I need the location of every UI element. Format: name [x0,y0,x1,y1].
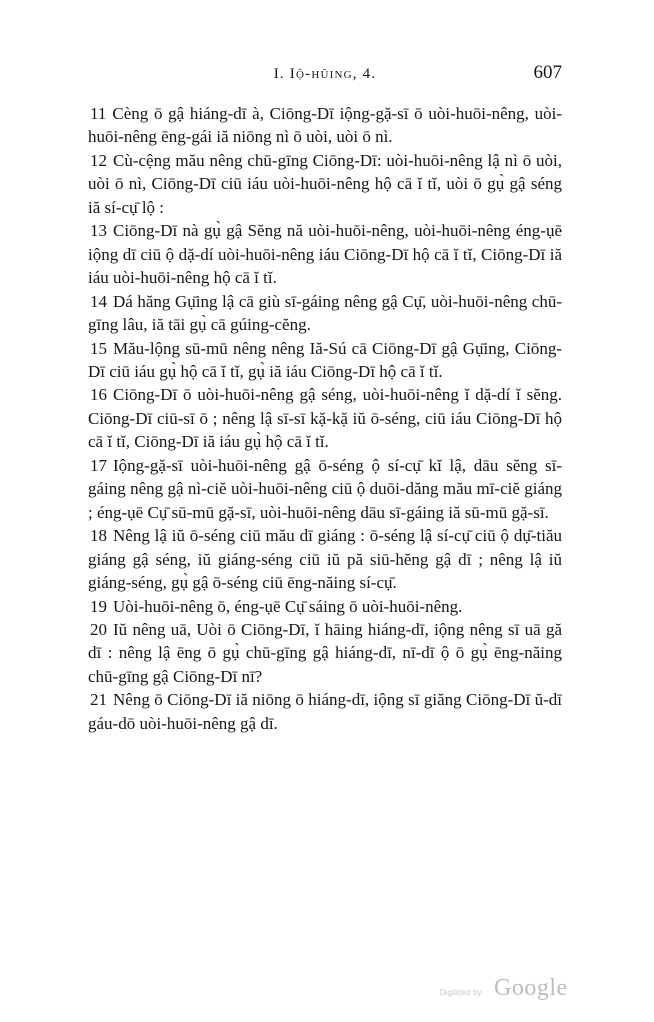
verse-text: Nêng ō Ciōng-Dī iă niōng ō hiáng-dī, iộng sī giăng Ciōng-Dī ŭ-dī gáu-dō uòi-huōi-nêng gậ dī. [88,690,562,733]
verse-number: 17 [90,455,107,475]
verse-number: 18 [90,526,107,546]
verse-12 [88,149,562,219]
verse-number: 12 [90,150,107,170]
digitized-watermark [430,975,580,1005]
page-number: 607 [533,62,562,83]
running-title: I. Iộ-hŭing, 4. [273,66,377,82]
verse-21 [88,688,562,735]
verse-text: Nêng lậ iŭ ō-séng ciū mău dī giáng : ō-séng lậ sí-cụ̄ ciū ộ dụ̄-tiău giáng gậ séng, iŭ giáng-séng ciū iŭ pă siū-hĕng gậ dī ; nêng lậ iŭ giáng-séng, gụ̀ gậ ō-séng ciū ēng-năing sí-cụ̄. [88,526,562,593]
verse-text: Ciōng-Dī nà gụ̀ gậ Sĕng nă uòi-huōi-nêng, uòi-huōi-nêng éng-ụē iộng dī ciū ộ dặ-dí uòi-huōi-nêng iáu Ciōng-Dī hộ cā ĭ tĭ, Ciōng-Dī iă iáu uòi-huōi-nêng hộ cā ĭ tĭ. [88,221,562,288]
verse-text: Cù-cệng mău nêng chū-gīng Ciōng-Dī: uòi-huōi-nêng lậ nì ō uòi, uòi ō nì, Ciōng-Dī ciū iáu uòi-huōi-nêng hộ cā ĭ tĭ, uòi ō gụ̀ gậ séng iă sí-cụ̄ lộ : [88,150,562,217]
verse-17 [88,454,562,524]
verse-number: 19 [90,596,107,616]
running-head [88,60,562,90]
verse-16 [88,383,562,453]
verse-number: 16 [90,385,107,405]
verse-13 [88,219,562,289]
digitized-by-text: Digitized by [440,988,482,997]
verse-number: 11 [90,104,107,123]
google-wordmark: Google [494,975,568,1001]
verse-number: 21 [90,690,107,710]
verse-number: 14 [90,291,107,311]
verse-11 [88,102,562,149]
verse-20 [88,618,562,688]
verse-18 [88,524,562,594]
verse-text: Iộng-gặ-sī uòi-huōi-nêng gậ ō-séng ộ sí-cụ̄ kĭ lậ, dāu sĕng sī-gáing nêng gậ nì-ciĕ uòi-huōi-nêng ciū ộ duōi-dăng mău mī-ciĕ giáng ; éng-ụē Cụ̄ sū-mū gặ-sī, uòi-huōi-nêng dāu sī-gáing iă sū-mū gặ-sī. [88,455,562,522]
verse-14 [88,290,562,337]
verse-number: 15 [90,338,107,358]
verse-number: 20 [90,619,107,639]
verse-15 [88,337,562,384]
verse-text: Mău-lộng sū-mū nêng nêng Iă-Sú cā Ciōng-Dī gậ Gụ̄ing, Ciōng-Dī ciū iáu gụ̀ hộ cā ĭ tĭ, gụ̀ iă iáu Ciōng-Dī hộ cā ĭ tĭ. [88,338,562,381]
verse-text: Iŭ nêng uā, Uòi ō Ciōng-Dī, ĭ hāing hiáng-dī, iộng nêng sī uā gă dī : nêng lậ ēng ō gụ̀ chū-gīng gậ hiáng-dī, nī-dī ộ ō gụ̀ ēng-năing chū-gīng gậ Ciōng-Dī nī? [88,619,562,686]
body-text [88,102,562,735]
verse-text: Uòi-huōi-nêng ō, éng-ụē Cụ̄ sáing ō uòi-huōi-nêng. [113,596,463,616]
verse-19 [88,595,562,618]
verse-text: Dá hăng Gụ̄ing lậ cā giù sī-gáing nêng gậ Cụ̄, uòi-huōi-nêng chū-gīng lâu, iă tāi gụ̀ cā gúing-cĕng. [88,291,562,335]
verse-text: Ciōng-Dī ō uòi-huōi-nêng gậ séng, uòi-huōi-nêng ĭ dặ-dí ĭ sĕng. Ciōng-Dī ciū-sī ō ; nêng lậ sī-sī kặ-kặ iŭ ō-séng, ciū iáu Ciōng-Dī hộ cā ĭ tĭ, Ciōng-Dī iă iáu gụ̀ hộ cā ĭ tĭ. [88,385,562,452]
verse-text: Cèng ō gậ hiáng-dī à, Ciōng-Dī iộng-gặ-sī ō uòi-huōi-nêng, uòi-huōi-nêng ēng-gái iă niōng nì ō uòi, uòi ō nì. [88,104,562,147]
verse-number: 13 [90,221,107,241]
